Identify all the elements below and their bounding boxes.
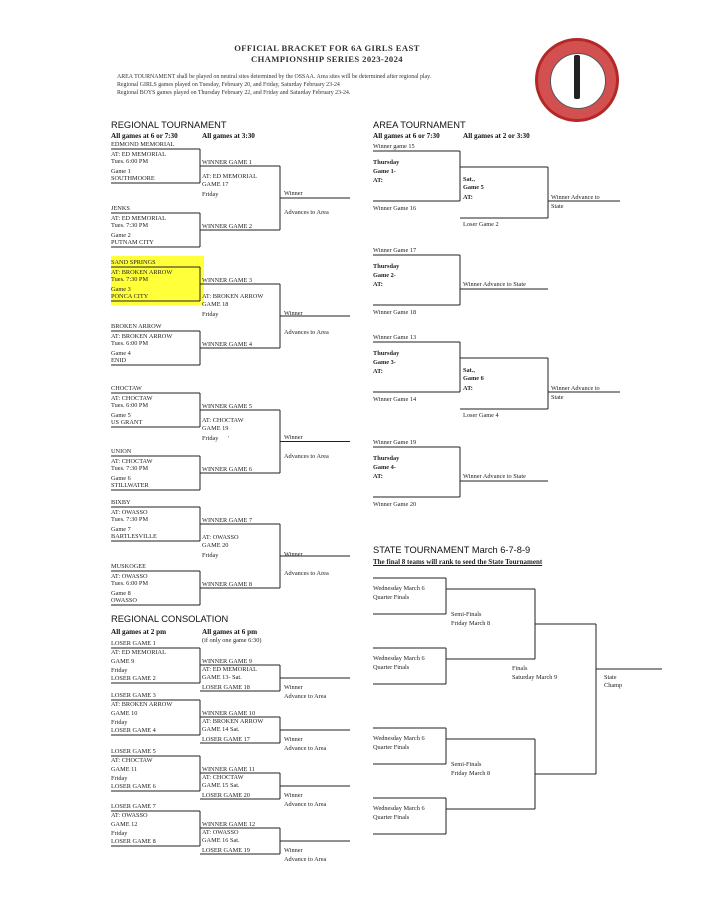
consolation-site-2: AT: OWASSO — [202, 829, 239, 836]
game-number: Game 1 — [111, 168, 131, 175]
area-loser: Loser Game 4 — [463, 412, 499, 419]
area-at: AT: — [373, 177, 383, 184]
qf-label: Quarter Finals — [373, 594, 410, 601]
final-winner: Winner — [284, 551, 303, 558]
sf-label: Semi-Finals — [451, 611, 482, 618]
qf-day: Wednesday March 6 — [373, 735, 425, 742]
consolation-game-2: GAME 14 Sat. — [202, 726, 240, 733]
consolation-loser: LOSER GAME 18 — [202, 684, 250, 691]
consolation-advance: Advance to Area — [284, 856, 327, 863]
area-winner-top: Winner Game 19 — [373, 439, 417, 446]
area-winner-bottom: Winner Game 16 — [373, 205, 417, 212]
area-winner-top: Winner Game 13 — [373, 334, 417, 341]
advance-label: Advances to Area — [284, 329, 329, 336]
game-site: AT: ED MEMORIAL — [111, 215, 166, 222]
game-site: AT: OWASSO — [111, 573, 148, 580]
winner-label: WINNER GAME 1 — [202, 159, 253, 166]
final-game: GAME 20 — [202, 542, 229, 549]
final-site: AT: OWASSO — [202, 534, 239, 541]
consolation-site: AT: ED MEMORIAL — [111, 649, 166, 656]
advance-label: Advances to Area — [284, 209, 329, 216]
area-at: AT: — [373, 281, 383, 288]
consolation-team-top: LOSER GAME 5 — [111, 748, 156, 755]
final-site: AT: ED MEMORIAL — [202, 173, 257, 180]
area-advance: Winner Advance to — [551, 385, 600, 392]
consolation-team-bottom: LOSER GAME 6 — [111, 783, 156, 790]
consolation-site: AT: CHOCTAW — [111, 757, 153, 764]
area-winner-bottom: Winner Game 18 — [373, 309, 417, 316]
team-top: BIXBY — [111, 499, 131, 506]
area-day: Thursday — [373, 350, 400, 357]
team-bottom: ENID — [111, 357, 127, 364]
area-sat-at: AT: — [463, 194, 473, 201]
consolation-day: Friday — [111, 775, 128, 782]
state-champ-2: Champ — [604, 682, 623, 689]
consolation-game-2: GAME 13- Sat. — [202, 674, 242, 681]
area-sat-at: AT: — [463, 385, 473, 392]
finals-label: Finals — [512, 665, 528, 672]
sf-day: Friday March 8 — [451, 620, 491, 627]
area-col2-header: All games at 2 or 3:30 — [463, 132, 530, 140]
area-sat-game: Game 6 — [463, 375, 484, 382]
winner-label: WINNER GAME 6 — [202, 466, 253, 473]
consolation-winner-game: WINNER GAME 9 — [202, 658, 253, 665]
consolation-col2-header: All games at 6 pm — [202, 628, 258, 636]
final-day: Friday — [202, 311, 219, 318]
consolation-game-2: GAME 16 Sat. — [202, 837, 240, 844]
area-winner-top: Winner Game 17 — [373, 247, 417, 254]
consolation-team-top: LOSER GAME 7 — [111, 803, 156, 810]
game-number: Game 6 — [111, 475, 131, 482]
team-top: JENKS — [111, 205, 130, 212]
game-site: AT: BROKEN ARROW — [111, 333, 173, 340]
consolation-day: Friday — [111, 719, 128, 726]
area-day: Thursday — [373, 263, 400, 270]
game-time: Tues. 6:00 PM — [111, 158, 149, 165]
area-game: Game 4- — [373, 464, 396, 471]
consolation-game: GAME 12 — [111, 821, 138, 828]
final-site: AT: CHOCTAW — [202, 417, 244, 424]
qf-label: Quarter Finals — [373, 744, 410, 751]
winner-label: WINNER GAME 7 — [202, 517, 253, 524]
game-number: Game 8 — [111, 590, 131, 597]
game-time: Tues. 7:30 PM — [111, 465, 149, 472]
final-game: GAME 18 — [202, 301, 229, 308]
consolation-final-winner: Winner — [284, 847, 303, 854]
area-sat: Sat., — [463, 176, 475, 183]
area-advance: Winner Advance to — [551, 194, 600, 201]
final-winner: Winner — [284, 190, 303, 197]
advance-label: Advances to Area — [284, 570, 329, 577]
final-game: GAME 17 — [202, 181, 229, 188]
team-bottom: PUTNAM CITY — [111, 239, 154, 246]
consolation-advance: Advance to Area — [284, 693, 327, 700]
state-champ-1: State — [604, 674, 617, 681]
consolation-loser: LOSER GAME 20 — [202, 792, 250, 799]
game-time: Tues. 7:30 PM — [111, 516, 149, 523]
area-advance-2: State — [551, 203, 564, 210]
consolation-game: GAME 10 — [111, 710, 138, 717]
consolation-day: Friday — [111, 667, 128, 674]
team-top: EDMOND MEMORIAL — [111, 141, 175, 148]
area-game: Game 2- — [373, 272, 396, 279]
final-winner: Winner — [284, 310, 303, 317]
area-loser: Loser Game 2 — [463, 221, 499, 228]
consolation-winner-game: WINNER GAME 10 — [202, 710, 256, 717]
consolation-day: Friday — [111, 830, 128, 837]
area-winner-bottom: Winner Game 20 — [373, 501, 417, 508]
game-time: Tues. 6:00 PM — [111, 580, 149, 587]
consolation-winner-game: WINNER GAME 11 — [202, 766, 255, 773]
final-day: Friday — [202, 552, 219, 559]
advance-label: Advances to Area — [284, 453, 329, 460]
consolation-winner-game: WINNER GAME 12 — [202, 821, 256, 828]
intro-line2: Regional GIRLS games played on Tuesday, February 20, and Friday, Saturday February 23-24 — [117, 82, 340, 88]
area-sat: Sat., — [463, 367, 475, 374]
regional-col2-header: All games at 3:30 — [202, 132, 255, 140]
regional-title: REGIONAL TOURNAMENT — [111, 120, 227, 130]
winner-label: WINNER GAME 8 — [202, 581, 253, 588]
game-number: Game 3 — [111, 286, 131, 293]
consolation-site-2: AT: ED MEMORIAL — [202, 666, 257, 673]
area-day: Thursday — [373, 159, 400, 166]
consolation-site-2: AT: CHOCTAW — [202, 774, 244, 781]
team-top: BROKEN ARROW — [111, 323, 162, 330]
consolation-site: AT: OWASSO — [111, 812, 148, 819]
qf-label: Quarter Finals — [373, 814, 410, 821]
game-site: AT: ED MEMORIAL — [111, 151, 166, 158]
consolation-advance: Advance to Area — [284, 745, 327, 752]
area-advance: Winner Advance to State — [463, 281, 526, 288]
consolation-advance: Advance to Area — [284, 801, 327, 808]
consolation-loser: LOSER GAME 17 — [202, 736, 250, 743]
area-col1-header: All games at 6 or 7:30 — [373, 132, 440, 140]
intro-line1: AREA TOURNAMENT shall be played on neutral sites determined by the OSSAA. Area sites will be determined after regional play. — [117, 74, 432, 80]
team-top: CHOCTAW — [111, 385, 142, 392]
bracket-title-line1: OFFICIAL BRACKET FOR 6A GIRLS EAST — [234, 43, 420, 53]
game-number: Game 4 — [111, 350, 131, 357]
area-advance: Winner Advance to State — [463, 473, 526, 480]
game-number: Game 5 — [111, 412, 131, 419]
consolation-game: GAME 11 — [111, 766, 138, 773]
team-bottom: OWASSO — [111, 597, 137, 604]
game-time: Tues. 7:30 PM — [111, 276, 149, 283]
qf-day: Wednesday March 6 — [373, 655, 425, 662]
intro-line3: Regional BOYS games played on Thursday February 22, and Friday and Saturday February 23-24. — [117, 90, 351, 96]
consolation-team-top: LOSER GAME 3 — [111, 692, 156, 699]
area-at: AT: — [373, 473, 383, 480]
winner-label: WINNER GAME 5 — [202, 403, 253, 410]
team-top: MUSKOGEE — [111, 563, 146, 570]
consolation-team-bottom: LOSER GAME 8 — [111, 838, 156, 845]
consolation-site: AT: BROKEN ARROW — [111, 701, 173, 708]
team-top: UNION — [111, 448, 132, 455]
team-bottom: US GRANT — [111, 419, 143, 426]
game-site: AT: BROKEN ARROW — [111, 269, 173, 276]
area-sat-game: Game 5 — [463, 184, 484, 191]
area-game: Game 3- — [373, 359, 396, 366]
area-winner-bottom: Winner Game 14 — [373, 396, 417, 403]
game-site: AT: CHOCTAW — [111, 395, 153, 402]
qf-day: Wednesday March 6 — [373, 585, 425, 592]
final-game: GAME 19 — [202, 425, 229, 432]
consolation-final-winner: Winner — [284, 684, 303, 691]
game-time: Tues. 6:00 PM — [111, 340, 149, 347]
state-subtitle: The final 8 teams will rank to seed the State Tournament — [373, 558, 543, 566]
area-advance-2: State — [551, 394, 564, 401]
area-winner-top: Winner game 15 — [373, 143, 415, 150]
consolation-final-winner: Winner — [284, 736, 303, 743]
tick-mark: ' — [228, 435, 230, 442]
consolation-col1-header: All games at 2 pm — [111, 628, 167, 636]
final-site: AT: BROKEN ARROW — [202, 293, 264, 300]
area-at: AT: — [373, 368, 383, 375]
team-top: SAND SPRINGS — [111, 259, 156, 266]
game-number: Game 2 — [111, 232, 131, 239]
consolation-col2-note: (if only one game 6:30) — [202, 637, 262, 644]
consolation-site-2: AT: BROKEN ARROW — [202, 718, 264, 725]
sf-day: Friday March 8 — [451, 770, 491, 777]
game-number: Game 7 — [111, 526, 131, 533]
consolation-team-bottom: LOSER GAME 4 — [111, 727, 156, 734]
final-winner: Winner — [284, 434, 303, 441]
sf-label: Semi-Finals — [451, 761, 482, 768]
winner-label: WINNER GAME 4 — [202, 341, 253, 348]
qf-label: Quarter Finals — [373, 664, 410, 671]
team-bottom: BARTLESVILLE — [111, 533, 157, 540]
final-day: Friday — [202, 435, 219, 442]
game-time: Tues. 6:00 PM — [111, 402, 149, 409]
consolation-title: REGIONAL CONSOLATION — [111, 614, 229, 624]
team-bottom: STILLWATER — [111, 482, 149, 489]
area-day: Thursday — [373, 455, 400, 462]
qf-day: Wednesday March 6 — [373, 805, 425, 812]
consolation-team-top: LOSER GAME 1 — [111, 640, 156, 647]
finals-day: Saturday March 9 — [512, 674, 558, 681]
game-site: AT: CHOCTAW — [111, 458, 153, 465]
consolation-game-2: GAME 15 Sat. — [202, 782, 240, 789]
consolation-team-bottom: LOSER GAME 2 — [111, 675, 156, 682]
team-bottom: PONCA CITY — [111, 293, 149, 300]
regional-col1-header: All games at 6 or 7:30 — [111, 132, 178, 140]
team-bottom: SOUTHMOORE — [111, 175, 155, 182]
consolation-loser: LOSER GAME 19 — [202, 847, 250, 854]
game-time: Tues. 7:30 PM — [111, 222, 149, 229]
consolation-game: GAME 9 — [111, 658, 135, 665]
area-title: AREA TOURNAMENT — [373, 120, 466, 130]
winner-label: WINNER GAME 2 — [202, 223, 253, 230]
state-title: STATE TOURNAMENT March 6-7-8-9 — [373, 545, 531, 555]
game-site: AT: OWASSO — [111, 509, 148, 516]
consolation-final-winner: Winner — [284, 792, 303, 799]
winner-label: WINNER GAME 3 — [202, 277, 253, 284]
area-game: Game 1- — [373, 168, 396, 175]
final-day: Friday — [202, 191, 219, 198]
bracket-title-line2: CHAMPIONSHIP SERIES 2023-2024 — [251, 54, 403, 64]
